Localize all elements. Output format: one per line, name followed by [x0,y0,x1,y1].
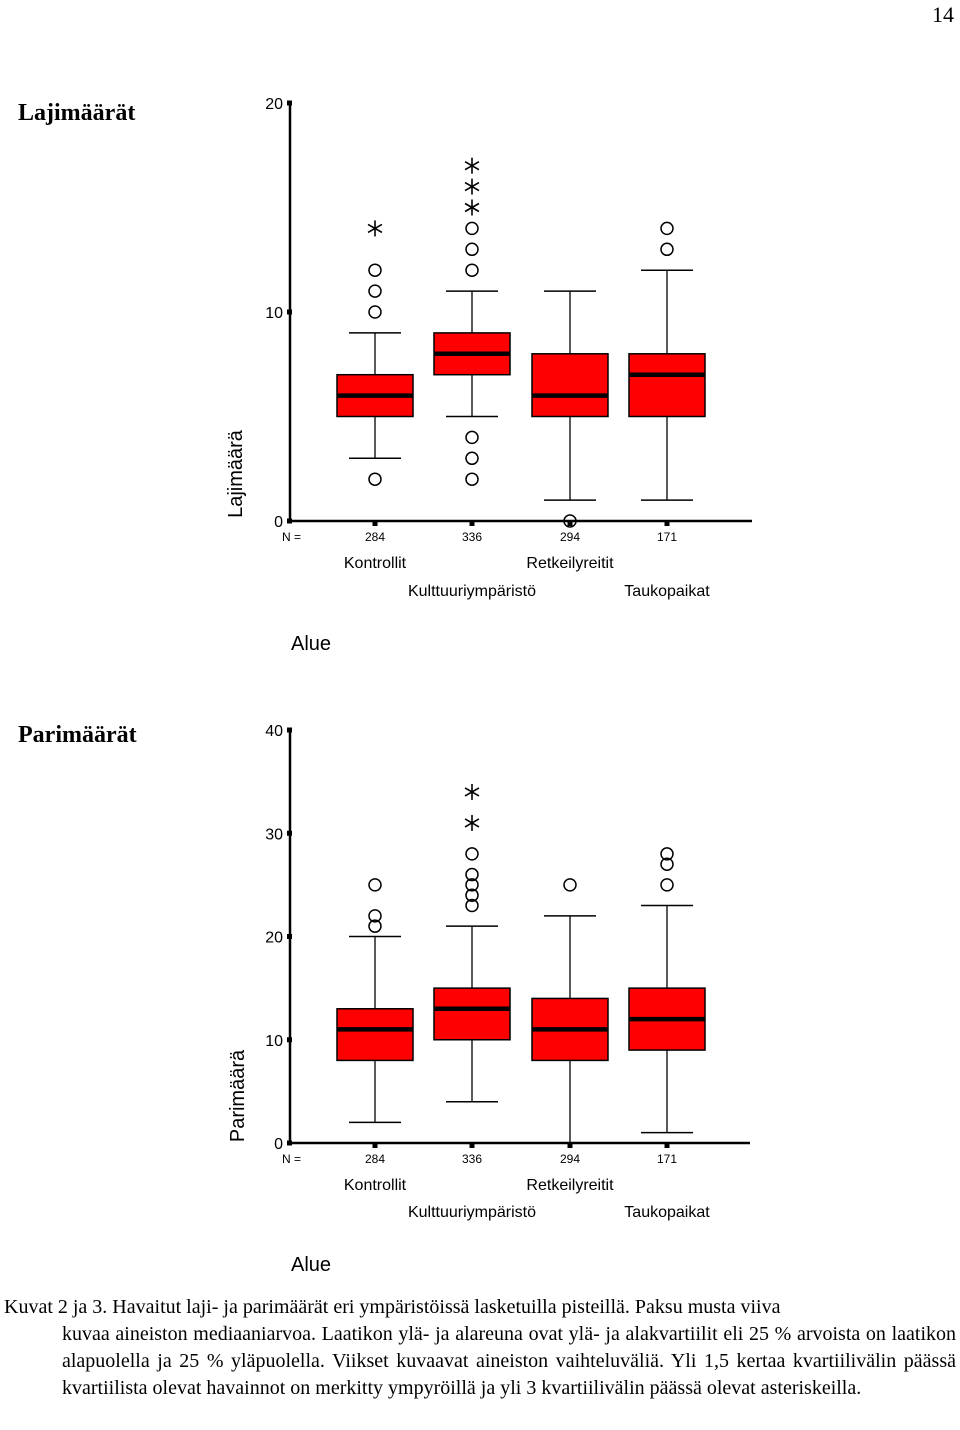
extreme-point [465,784,479,800]
outlier-point [661,243,673,255]
outlier-point [564,879,576,891]
outlier-point [661,879,673,891]
y-tick-label: 10 [265,1032,283,1050]
caption-body: kuvaa aineiston mediaaniarvoa. Laatikon ylä- ja alareuna ovat ylä- ja alakvartiilit eli 25 % arvoista on laatikon alapuolella ja 25 % yläpuolella. Viikset kuvaavat aineiston vaihteluväliä. Yli 1,5 kertaa kvartiilivälin päässä kvartiilista olevat havainnot on merkitty ympyröillä ja yli 3 kvartiilivälin päässä olevat asteriskeilla. [62,1323,956,1399]
box-0 [337,1009,413,1061]
n-label: N = [282,530,302,544]
category-label: Kulttuuriympäristö [407,1204,537,1221]
y-tick-mark [287,934,292,939]
x-tick-mark [665,1142,670,1148]
x-tick-mark [568,520,573,526]
category-label: Kontrollit [343,1177,407,1194]
box-2 [532,354,608,417]
y-tick-mark [287,1141,292,1146]
n-value: 284 [364,1152,386,1166]
boxplot-species [0,0,960,680]
outlier-point [466,264,478,276]
x-tick-mark [665,520,670,526]
y-tick-mark [287,101,292,106]
x-tick-mark [373,520,378,526]
y-tick-mark [287,831,292,836]
x-tick-mark [470,1142,475,1148]
x-tick-mark [470,520,475,526]
y-tick-label: 0 [274,1136,283,1153]
outlier-point [466,452,478,464]
n-label: N = [282,1152,302,1166]
outlier-point [369,306,381,318]
n-value: 336 [461,530,483,544]
n-value: 294 [559,530,581,544]
x-tick-mark [373,1142,378,1148]
outlier-point [661,222,673,234]
n-value: 171 [656,1152,678,1166]
caption-first-line: Kuvat 2 ja 3. Havaitut laji- ja parimäärät eri ympäristöissä lasketuilla pisteillä. Paksu musta viiva [4,1296,781,1318]
category-label: Retkeilyreitit [526,1177,614,1194]
y-tick-label: 10 [265,305,283,322]
n-value: 294 [559,1152,581,1166]
page-number: 14 [932,2,954,27]
category-label: Taukopaikat [624,1204,710,1221]
extreme-point [368,220,382,236]
n-value: 284 [364,530,386,544]
y-tick-label: 40 [265,723,283,740]
y-tick-label: 20 [265,96,283,113]
x-axis-label: Alue [291,633,332,655]
outlier-point [369,264,381,276]
outlier-point [466,848,478,860]
extreme-point [465,158,479,174]
outlier-point [466,243,478,255]
y-tick-mark [287,310,292,315]
y-tick-mark [287,519,292,524]
x-axis-label: Alue [291,1254,332,1276]
chart-heading-pairs: Parimäärät [18,722,137,748]
extreme-point [465,200,479,216]
y-tick-label: 0 [274,514,283,531]
category-label: Kontrollit [343,555,407,572]
category-label: Kulttuuriympäristö [407,583,537,600]
n-value: 336 [461,1152,483,1166]
extreme-point [465,815,479,831]
y-axis-label: Parimäärä [227,1049,249,1143]
category-label: Taukopaikat [624,583,710,600]
figure-caption [4,1294,956,1402]
y-tick-label: 30 [265,826,283,844]
n-value: 171 [656,530,678,544]
y-tick-mark [287,1037,292,1042]
category-label: Retkeilyreitit [526,555,614,572]
box-3 [629,354,705,417]
y-tick-mark [287,728,292,733]
y-tick-label: 20 [265,929,283,947]
y-axis-label: Lajimäärä [225,430,247,518]
chart-heading-species: Lajimäärät [18,100,136,126]
outlier-point [466,222,478,234]
box-1 [434,988,510,1040]
outlier-point [369,879,381,891]
extreme-point [465,179,479,195]
boxplot-pairs [0,660,960,1280]
outlier-point [466,431,478,443]
outlier-point [466,473,478,485]
outlier-point [369,285,381,297]
outlier-point [369,473,381,485]
